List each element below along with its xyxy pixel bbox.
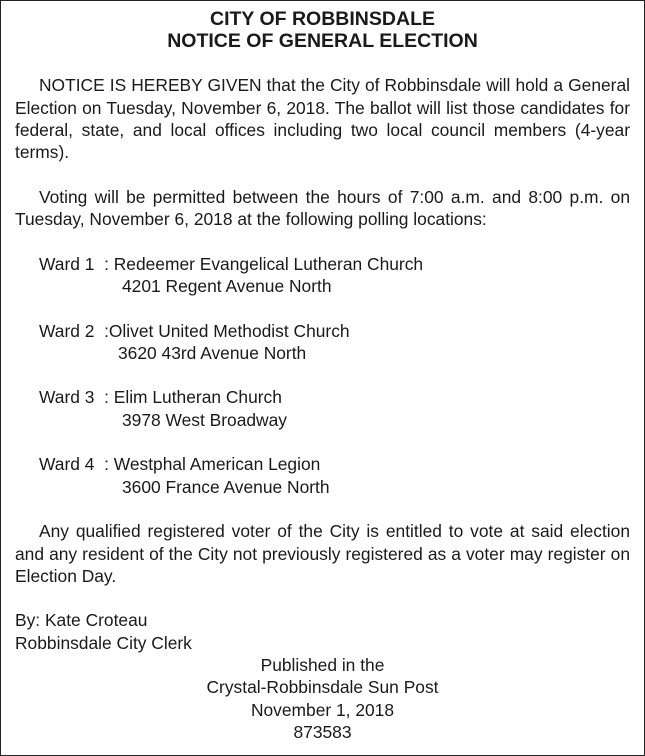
ward-3-address: 3978 West Broadway [122, 409, 287, 430]
ward-1-entry [15, 253, 630, 298]
ward-2-address: 3620 43rd Avenue North [118, 342, 307, 363]
ward-1-address: 4201 Regent Avenue North [122, 275, 332, 296]
notice-id: 873583 [293, 721, 352, 742]
intro-paragraph: NOTICE IS HEREBY GIVEN that the City of Robbinsdale will hold a General Election on Tuesday, November 6, 2018. The ballot will list those candidates for federal, state, and local offices including two local council members (4-year terms). [15, 75, 630, 163]
ward-4-label: Ward 4 : [39, 454, 114, 475]
voting-hours-paragraph: Voting will be permitted between the hours of 7:00 a.m. and 8:00 p.m. on Tuesday, November 6, 2018 at the following polling locations: [15, 186, 630, 230]
ward-1-label: Ward 1 : [39, 253, 114, 274]
ward-2-location: Olivet United Methodist Church [108, 320, 350, 341]
signed-by: By: Kate Croteau [15, 610, 148, 631]
ward-2-entry [15, 320, 630, 365]
ward-2-label: Ward 2 : [39, 320, 109, 341]
notice-city-title: CITY OF ROBBINSDALE [210, 8, 435, 30]
ward-4-address: 3600 France Avenue North [122, 476, 330, 497]
ward-3-entry [15, 386, 630, 431]
ward-1-location: Redeemer Evangelical Lutheran Church [113, 253, 424, 274]
registration-paragraph: Any qualified registered voter of the City is entitled to vote at said election and any resident of the City not previously registered as a voter may register on Election Day. [15, 521, 630, 586]
newspaper-name: Crystal-Robbinsdale Sun Post [206, 677, 439, 698]
notice-heading: NOTICE OF GENERAL ELECTION [167, 30, 478, 52]
publication-date: November 1, 2018 [250, 699, 395, 720]
published-in-label: Published in the [260, 655, 385, 676]
ward-4-entry [15, 453, 630, 498]
ward-4-location: Westphal American Legion [113, 454, 321, 475]
ward-3-location: Elim Lutheran Church [113, 387, 282, 408]
signer-title: Robbinsdale City Clerk [15, 632, 192, 653]
ward-3-label: Ward 3 : [39, 387, 114, 408]
